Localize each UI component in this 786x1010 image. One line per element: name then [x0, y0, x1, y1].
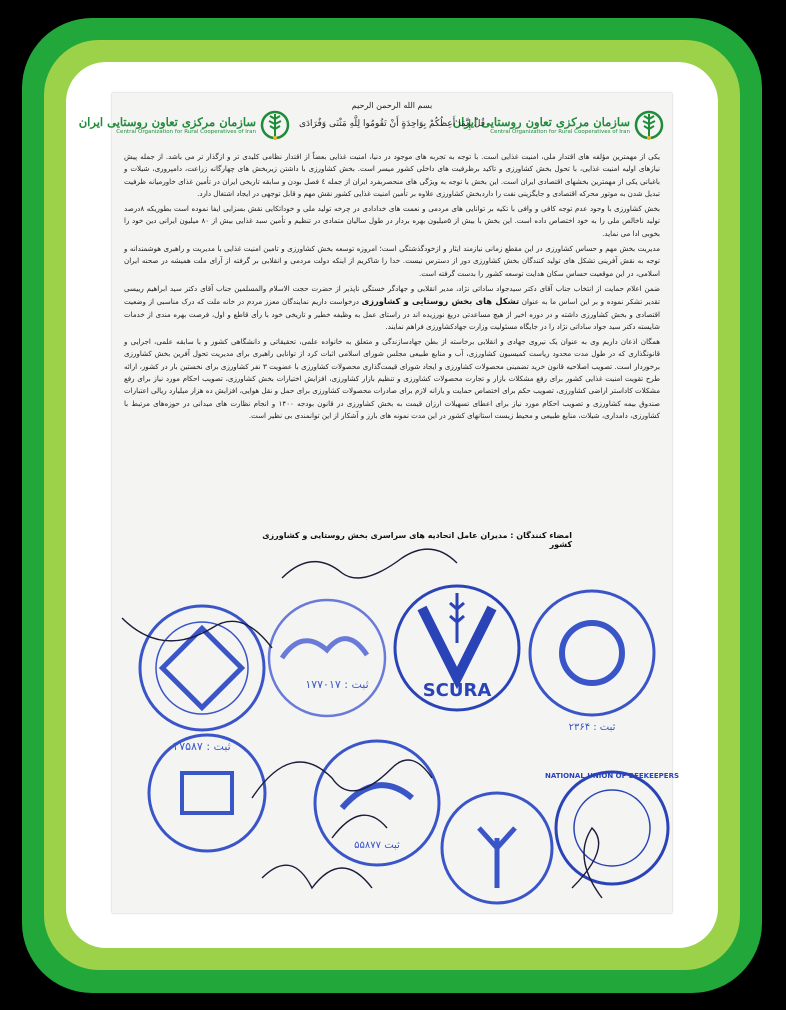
- paragraph-4-start: ضمن اعلام حمایت از انتخاب جناب آقای دکتر سیدجواد ساداتی نژاد، مدیر انقلابی و جهادگر خستگی ناپذیر از حضرت حجت الاسلام والمسلمین جناب آقای دکتر سید ابراهیم رییسی تقدیر تشکر نموده و بر این اساس ما به عنوان: [124, 283, 660, 307]
- stamp-center-left: [269, 600, 385, 716]
- bold-phrase: تشکل های بخش روستایی و کشاورزی: [361, 296, 520, 307]
- letter-body: [124, 151, 660, 425]
- letter-document: [78, 93, 680, 913]
- logo-text-fa: سازمان مرکزی تعاون روستایی ایران: [78, 115, 256, 129]
- logo-text-en: Central Organization for Rural Cooperatives of Iran: [116, 129, 256, 135]
- paragraph-1: یکی از مهمترین مؤلفه های اقتدار ملی، امنیت غذایی است. با توجه به تجربه های موجود در دنیا، امنیت غذایی بعضاً از اقتدار نظامی کلیدی تر و ازگذار تر می باشد. از جمله پیش نیازهای اولیه امنیت غذایی، با تحول بخش کشاورزی و تاکید برظرفیت های داخلی کشور میسر است. بخش کشاورزی با داشتن زیربخش های چهارگانه زراعت، دامپروری، شیلات و باغبانی یکی از مهمترین بخشهای اقتصادی ایران است. این بخش با توجه به ویژگی های منحصربفرد ایران از جمله ٤ فصل بودن و سابقه تاریخی ایران در تأمین غذای خاورمیانه ظرفیت تبدیل شدن به موتور محرکه اقتصادی و جایگزینی نفت را داردبخش کشاورزی علاوه بر تأمین امنیت غذایی کشور نقش مهم و قابل توجهی در ایجاد اشتغال دارد.: [124, 152, 661, 198]
- logo-text-en: Central Organization for Rural Cooperatives of Iran: [490, 129, 630, 135]
- stamp-left: [140, 606, 264, 753]
- bismillah-heading: بسم الله الرحمن الرحيم: [351, 101, 433, 110]
- stamps-and-signatures: [112, 538, 680, 913]
- stamp-tree: [442, 793, 552, 903]
- stamp-center-left-number: ۱۷۷۰۱۷ : ثبت: [305, 678, 369, 691]
- wheat-emblem-icon: [634, 108, 664, 142]
- paragraph-5: همگان اذعان داریم وی به عنوان یک نیروی جهادی و انقلابی برخاسته از بطن جهادسازندگی و متعلق به خانواده علمی، تحقیقاتی و دانشگاهی کشور و با سابقه علمی، اجرایی و قانونگذاری که در طول مدت محدود ریاست کمیسیون کشاورزی، آب و منابع طبیعی مجلس شورای اسلامی اثبات کرد از توانایی راهبری برای مدیریت تحول آفرین بخش کشاورزی برخوردار است. تصویب اصلاحیه قانون خرید تضمینی محصولات کشاورزی و ایجاد شورای قیمت‌گذاری محصولات کشاورزی با عضویت ۳ نفر کشاورزی برای نخستین بار در کشور، ارائه طرح تقویت امنیت غذایی کشور برای رفع مشکلات بازار و تجارت محصولات کشاورزی و تنظیم بازار کشاورزی، افزایش اختیارات بخش کشاورزی، تصویب احکام مورد نیاز برای رفع مشکلات کاداستر اراضی کشاورزی، تصویب حکم برای اختصاص حمایت و یارانه لازم برای صادرات محصولات کشاورزی برای حمل و نقل هوایی، افزایش ده هزار میلیارد ریالی اعتبارات صندوق بیمه کشاورزی و تصویب احکام مورد نیاز برای اعطای تسهیلات ارزان قیمت به بخش کشاورزی در قانون بودجه ۱۴۰۰ و انجام نظارت های میدانی در حوزه‌های مرتبط با کشاورزی، دامداری، شیلات، منابع طبیعی و محیط زیست استانهای کشور در این مدت نمونه های بارز و آشکار از این توانمندی بی نظیر است.: [124, 337, 660, 420]
- stamp-left-number: ۲۷۵۸۷ : ثبت: [173, 740, 231, 753]
- stamp-right-number: ۲۳۶۴ : ثبت: [568, 722, 616, 733]
- paragraph-2: بخش کشاورزی با وجود عدم توجه کافی و وافی با تکیه بر توانایی های مردمی و نعمت های خدادادی در چرخه تولید ملی و خوداتکایی نقش بسزایی ایفا نموده است بطوریکه ۸درصد تولید ناخالص ملی را به خود اختصاص داده است. این بخش با بیش از ۵میلیون بهره بردار در طول سالیان متمادی در تنظیم و تأمین سبد غذایی بیش از ۸۰ میلیون ایرانی دین خود را بخوبی ادا می نماید.: [124, 204, 660, 238]
- signatories-line: امضاء کنندگان : مدیران عامل اتحادیه های سراسری بخش روستایی و کشاورزی کشور: [262, 531, 572, 549]
- stamp-beekeepers: [545, 772, 679, 884]
- paragraph-3: مدیریت بخش مهم و حساس کشاورزی در این مقطع زمانی نیازمند ایثار و ازخودگذشتگی است؛ امروزه توسعه بخش کشاورزی و تامین امنیت غذایی با مدیریت و راهبری هوشمندانه و توجه به نقش آفرینی تشکل های تولید کنندگان بخش کشاورزی دور از دسترس نیست. خدا را شاکریم از اینکه دولت مردمی و انقلابی بر گرفته از آرای ملت همیشه در صحنه ایران اسلامی، در این موقعیت حساس سکان هدایت توسعه کشور را بدست گرفته است.: [124, 244, 660, 278]
- paragraph-4: [124, 283, 660, 333]
- logo-text-fa: سازمان مرکزی تعاون روستایی ایران: [452, 115, 630, 129]
- stamp-scura: [395, 586, 519, 710]
- stamp-right: [530, 591, 654, 733]
- beekeepers-text: NATIONAL UNION OF BEEKEEPERS: [544, 772, 680, 780]
- stamp-lower-center-number: ۵۵۸۷۷ ثبت: [354, 840, 400, 851]
- scura-text: SCURA: [422, 680, 492, 701]
- stamp-lower-center: [315, 741, 439, 865]
- quran-verse: قُلْ إِنَّمَا أَعِظُكُمْ بِوَاحِدَةٍ أَنْ تَقُومُوا لِلَّهِ مَثْنَى وَفُرَادَى: [298, 119, 486, 129]
- paragraph-4-end: درخواست داریم نمایندگان معزز مردم در خانه ملت که درک مناسبی از وضعیت اقتصادی و بخش کشاورزی داشته و در دوره اخیر از هیچ مساعدتی دریغ نورزیده اند در راستای عمل به وظیفه خطیر و تاریخی خود با رأی قاطع و اول، فرصت بهره مندی از خدمات شایسته دکتر سید جواد ساداتی نژاد را در جایگاه مسئولیت وزارت جهادکشاورزی فراهم نمایند.: [124, 297, 660, 331]
